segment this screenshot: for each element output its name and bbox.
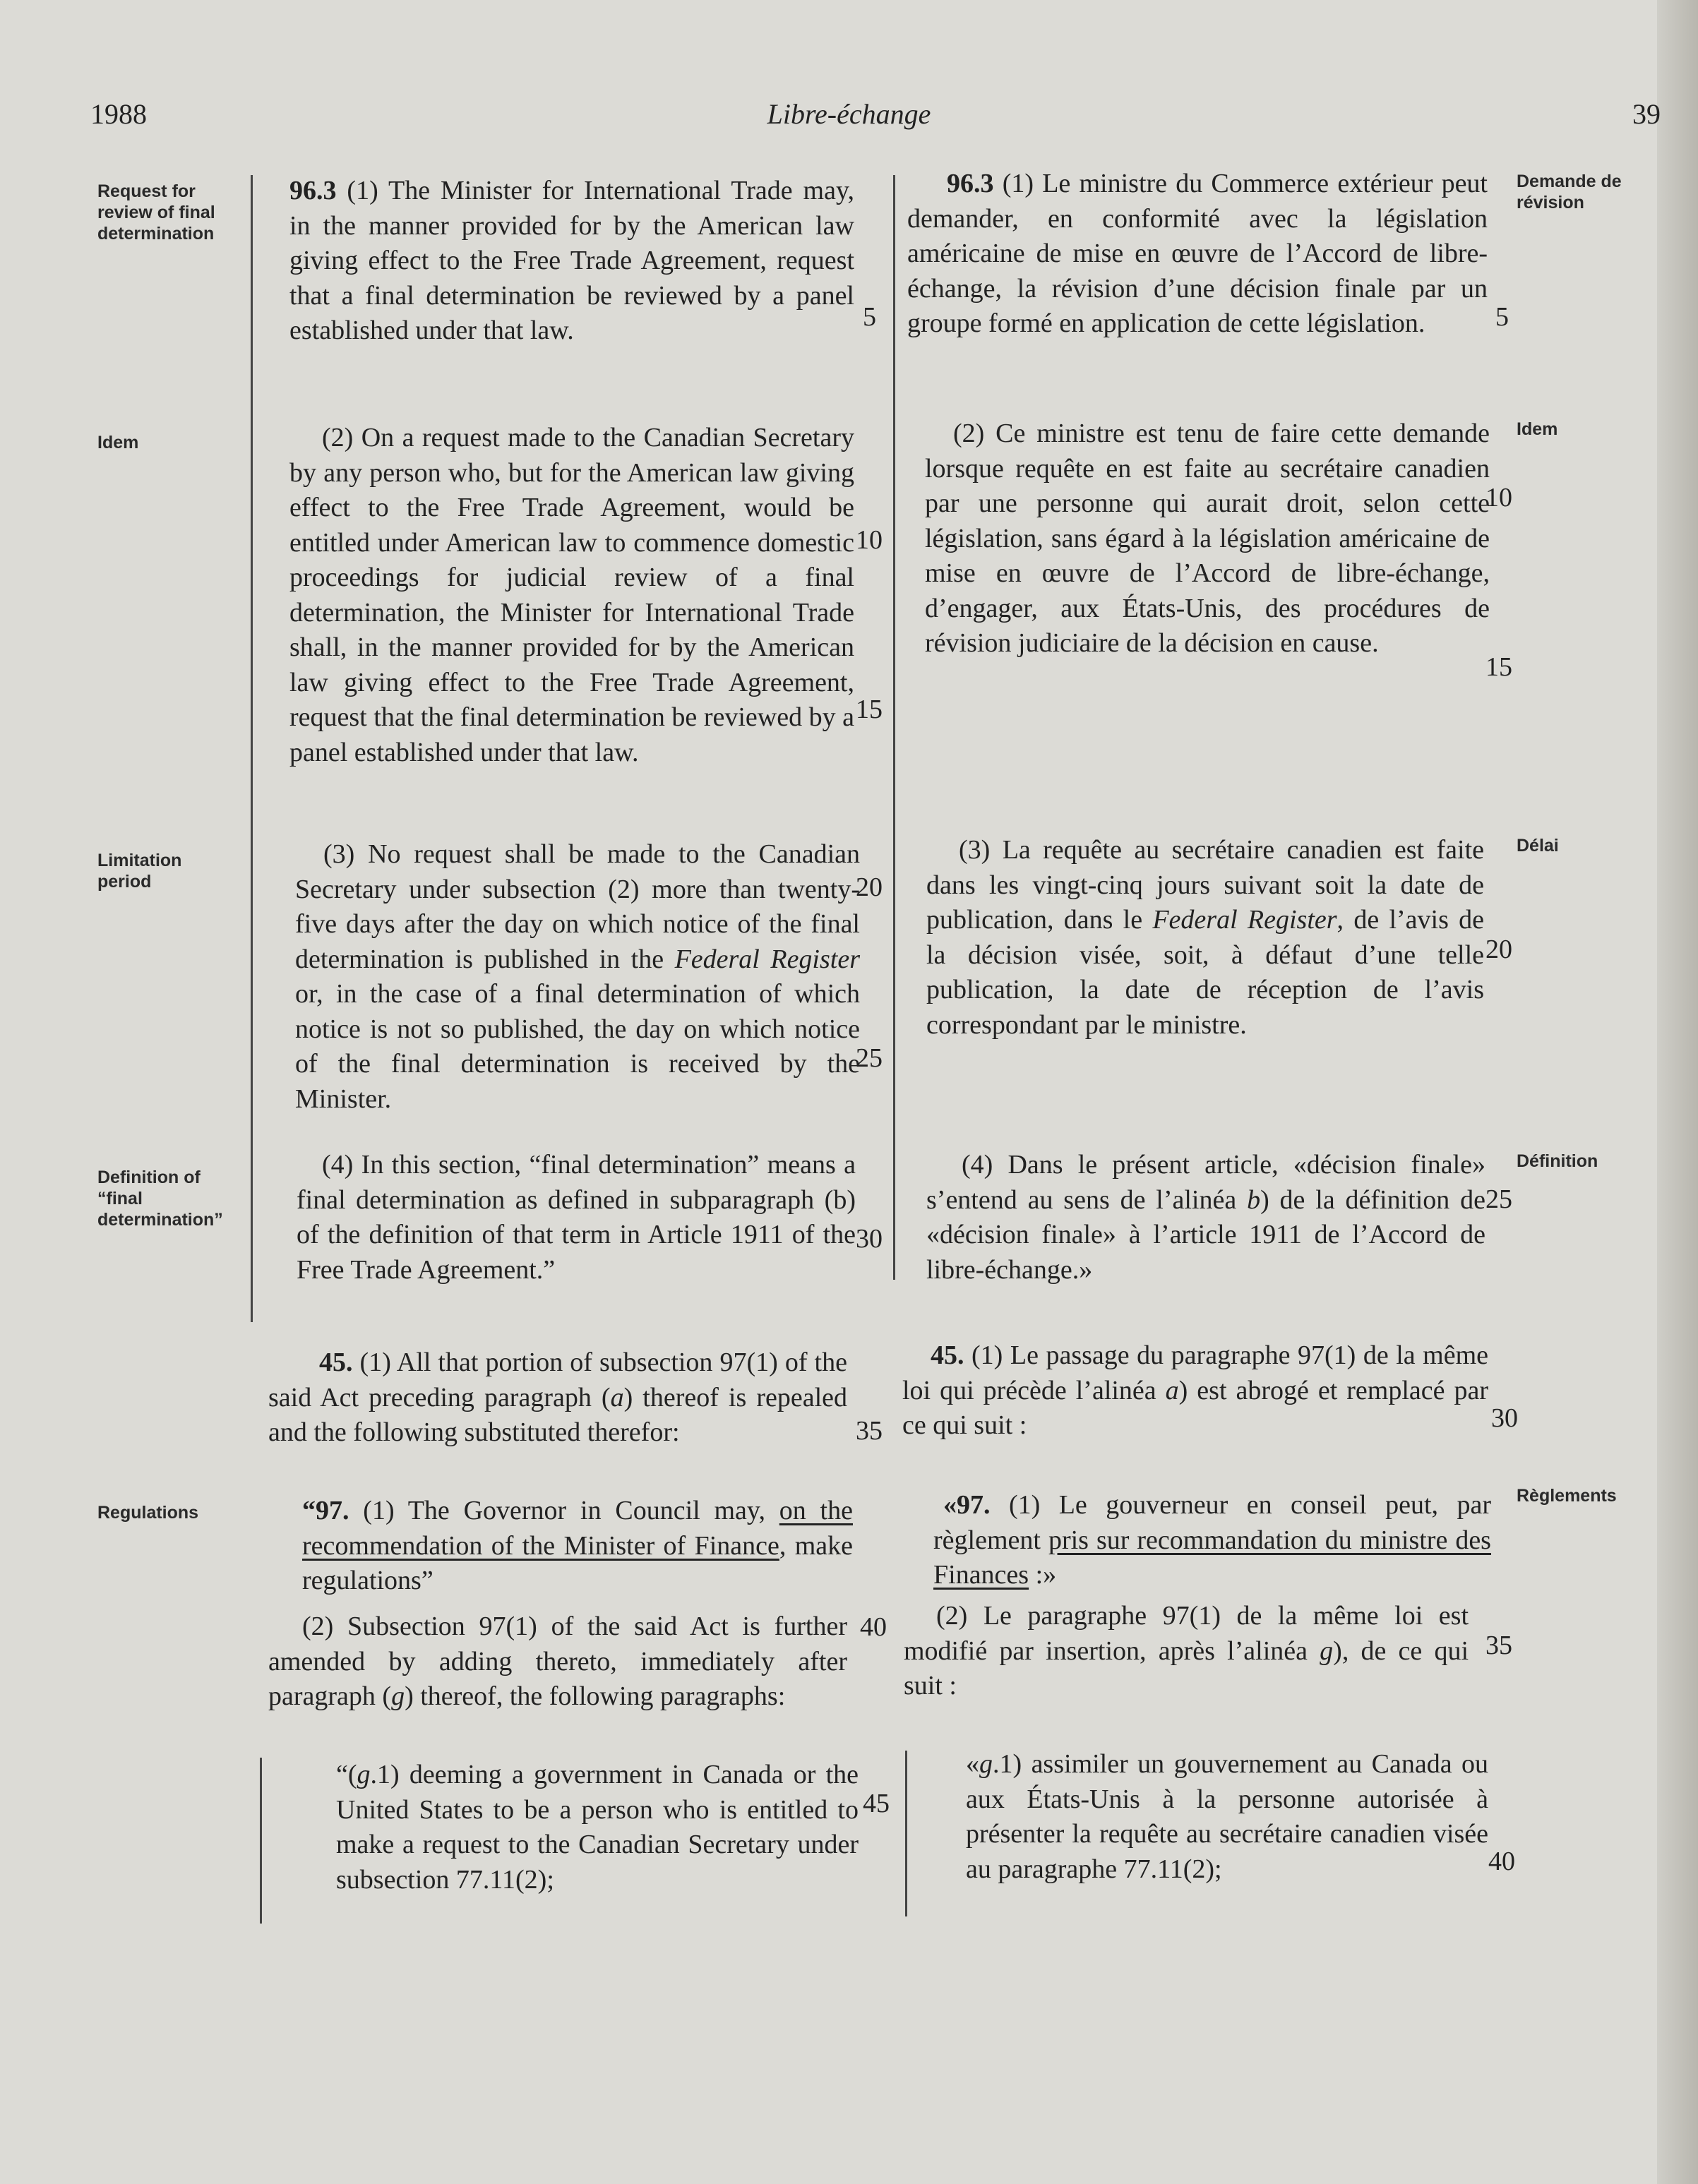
en-text: ) thereof, the following paragraphs:	[405, 1681, 786, 1711]
en-paragraph-g1	[336, 1758, 859, 1897]
en-text: (1) The Governor in Council may,	[349, 1496, 779, 1525]
fr-section-number: «97.	[943, 1490, 991, 1520]
line-number-fr: 5	[1495, 302, 1509, 332]
en-section-97-1	[302, 1494, 853, 1599]
line-number-en: 40	[860, 1612, 887, 1642]
fr-italic-text: g	[979, 1749, 993, 1779]
line-number-fr: 20	[1485, 935, 1512, 964]
fr-section-96-3-4	[926, 1148, 1485, 1288]
fr-section-96-3-2	[925, 416, 1490, 661]
en-section-number: 45.	[319, 1348, 353, 1377]
en-italic-text: g	[391, 1681, 405, 1711]
line-number-en: 5	[863, 302, 876, 332]
line-number-en: 15	[856, 695, 883, 724]
fr-text: :»	[1029, 1560, 1057, 1590]
fr-section-97-1	[933, 1488, 1491, 1593]
line-number-en: 10	[856, 525, 883, 555]
line-number-fr: 25	[1485, 1184, 1512, 1214]
margin-note-idem: Idem	[97, 433, 139, 452]
line-number-fr: 30	[1491, 1403, 1518, 1433]
line-number-fr: 15	[1485, 652, 1512, 682]
fr-paragraph: (2) Ce ministre est tenu de faire cette demande lorsque requête en est faite au secrétaire canadien par une personne qui aurait droit, selon cette législation, sans égard à la législation américaine de mise en œuvre de l’Accord de libre-échange, d’engager, aux États-Unis, des procédures de révision judiciaire de la décision en cause.	[925, 419, 1490, 658]
margin-note-reglements: Règlements	[1517, 1486, 1617, 1506]
en-section-96-3-3	[295, 837, 860, 1117]
en-section-45-1	[268, 1345, 847, 1451]
margin-note-demande: Demande de révision	[1517, 172, 1622, 212]
en-section-96-3-4	[297, 1148, 856, 1288]
line-number-fr: 40	[1488, 1847, 1515, 1876]
fr-section-text: (1) Le ministre du Commerce extérieur peut demander, en conformité avec la législation américaine de mise en œuvre de l’Accord de libre-échange, la révision d’une décision finale par un groupe formé en application de cette législation.	[907, 169, 1488, 338]
en-underlined-text: on the recommendation of the Minister of Finance	[302, 1496, 853, 1561]
fr-text: ) est abrogé et remplacé par ce qui suit :	[902, 1375, 1489, 1440]
line-number-en: 35	[856, 1416, 883, 1446]
fr-section-96-3-3	[926, 833, 1484, 1043]
fr-italic-text: a	[1165, 1375, 1179, 1405]
margin-note-request: Request for review of final determination	[97, 181, 215, 244]
page-edge-shadow	[1657, 0, 1698, 2184]
margin-note-definition: Definition of “final determination”	[97, 1168, 223, 1230]
fr-section-45-1	[902, 1338, 1488, 1444]
fr-italic-text: g	[1320, 1636, 1334, 1666]
fr-section-number: 45.	[931, 1340, 964, 1370]
fr-text: .1) assimiler un gouvernement au Canada ou aux États-Unis à la personne autorisée à présenter la requête au secrétaire canadien visée au paragraphe 77.11(2);	[966, 1749, 1488, 1884]
en-italic-text: a	[610, 1382, 624, 1412]
margin-note-delai: Délai	[1517, 836, 1559, 856]
margin-note-idem-fr: Idem	[1517, 419, 1558, 439]
fr-text: ) de la définition de «décision finale» à l’article 1911 de l’Accord de libre-échange.»	[926, 1184, 1485, 1285]
en-text: or, in the case of a final determination of which notice is not so published, the day on which notice of the final determination is received by the Minister.	[295, 979, 860, 1114]
page-number: 39	[1632, 98, 1661, 130]
fr-text: (4) Dans le présent article, «décision finale» s’entend au sens de l’alinéa	[926, 1150, 1485, 1215]
fr-section-96-3-1	[907, 167, 1488, 342]
fr-section-45-2	[904, 1599, 1469, 1704]
line-number-fr: 35	[1485, 1631, 1512, 1660]
line-number-en: 30	[856, 1224, 883, 1254]
en-text: (1) All that portion of subsection 97(1) of the said Act preceding paragraph (	[268, 1348, 847, 1412]
en-italic-text: g	[357, 1760, 371, 1789]
fr-section-number: 96.3	[947, 169, 994, 198]
en-text: (3) No request shall be made to the Canadian Secretary under subsection (2) more than twenty-five days after the day on which notice of the final determination is published in the	[295, 839, 860, 974]
en-text: ) thereof is repealed and the following substituted therefor:	[268, 1382, 847, 1447]
en-section-96-3-1	[289, 174, 854, 349]
fr-text: (1) Le passage du paragraphe 97(1) de la même loi qui précède l’alinéa	[902, 1340, 1488, 1405]
margin-note-definition-fr: Définition	[1517, 1151, 1598, 1171]
en-paragraph: (2) On a request made to the Canadian Secretary by any person who, but for the American law giving effect to the Free Trade Agreement, would be entitled under American law to commence domestic proceedings for judicial review of a final determination, the Minister for International Trade shall, in the manner provided for by the American law giving effect to the Free Trade Agreement, request that the final determination be reviewed by a panel established under that law.	[289, 423, 854, 767]
running-title: Libre-échange	[767, 98, 931, 130]
en-italic-text: Federal Register	[674, 944, 860, 974]
amendment-rule-left-bottom	[260, 1758, 262, 1924]
en-paragraph: (4) In this section, “final determination” means a final determination as defined in subparagraph (b) of the definition of that term in Article 1911 of the Free Trade Agreement.”	[297, 1150, 856, 1285]
en-text: (2) Subsection 97(1) of the said Act is further amended by adding thereto, immediately after paragraph (	[268, 1612, 847, 1711]
line-number-fr: 10	[1485, 483, 1512, 512]
year-label: 1988	[90, 98, 147, 130]
fr-text: (1) Le gouverneur en conseil peut, par règlement	[933, 1490, 1491, 1555]
en-text: “(	[336, 1760, 357, 1789]
fr-text: «	[966, 1749, 979, 1779]
amendment-rule-left	[251, 175, 253, 1322]
en-section-96-3-2	[289, 421, 854, 770]
en-section-number: “97.	[302, 1496, 349, 1525]
fr-italic-text: b	[1247, 1184, 1261, 1215]
line-number-en: 25	[856, 1043, 883, 1073]
fr-text: (2) Le paragraphe 97(1) de la même loi est modifié par insertion, après l’alinéa	[904, 1601, 1469, 1666]
amendment-rule-right	[893, 175, 895, 1280]
fr-text: , de l’avis de la décision visée, soit, à défaut d’une telle publication, la date de réception de l’avis correspondant par le ministre.	[926, 905, 1484, 1040]
en-section-45-2	[268, 1609, 847, 1715]
fr-underlined-text: pris sur recommandation du ministre des Finances	[933, 1525, 1491, 1590]
en-text: , make regulations”	[302, 1530, 853, 1595]
margin-note-regulations: Regulations	[97, 1503, 199, 1523]
en-section-text: (1) The Minister for International Trade may, in the manner provided for by the American law giving effect to the Free Trade Agreement, request that a final determination be reviewed by a panel established under that law.	[289, 176, 854, 345]
fr-text: ), de ce qui suit :	[904, 1636, 1469, 1700]
fr-paragraph-g1	[966, 1747, 1488, 1887]
line-number-en: 45	[863, 1789, 890, 1818]
en-section-number: 96.3	[289, 176, 337, 205]
fr-italic-text: Federal Register	[1152, 905, 1337, 935]
margin-note-limitation: Limitation period	[97, 851, 182, 892]
line-number-en: 20	[856, 872, 883, 902]
fr-text: (3) La requête au secrétaire canadien est faite dans les vingt-cinq jours suivant soit la date de publication, dans le	[926, 835, 1484, 935]
amendment-rule-right-bottom	[905, 1751, 907, 1916]
en-text: .1) deeming a government in Canada or the United States to be a person who is entitled to make a request to the Canadian Secretary under subsection 77.11(2);	[336, 1760, 859, 1895]
